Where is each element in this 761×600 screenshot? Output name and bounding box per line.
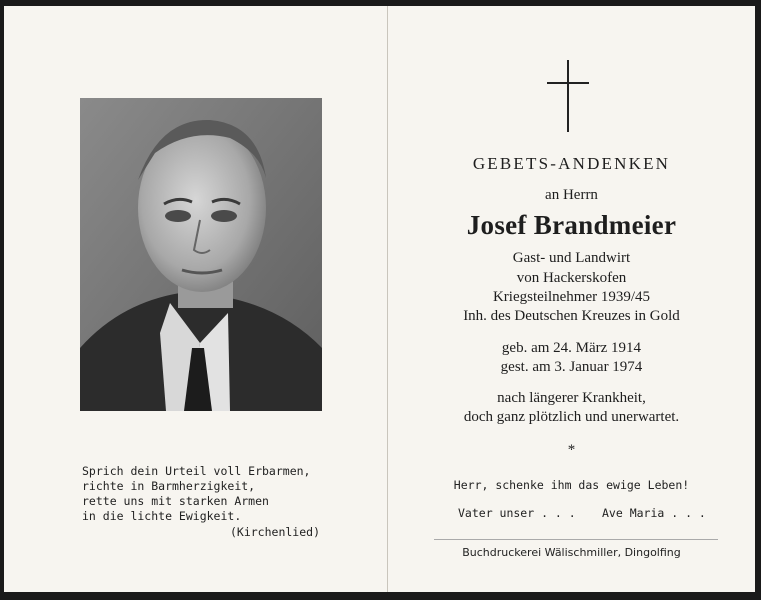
phrase-line: nach längerer Krankheit,	[497, 390, 646, 406]
poem-line: rette uns mit starken Armen	[82, 494, 269, 508]
divider	[434, 539, 718, 540]
info-line: Gast- und Landwirt	[512, 250, 631, 266]
portrait-photo	[80, 98, 322, 411]
right-panel	[388, 6, 755, 592]
info-line: von Hackerskofen	[516, 270, 627, 286]
card-heading: GEBETS-ANDENKEN	[472, 154, 671, 173]
birth-date: geb. am 24. März 1914	[501, 340, 642, 356]
printer-credit: Buchdruckerei Wälischmiller, Dingolfing	[462, 546, 681, 559]
vater-unser: Vater unser . . .	[458, 506, 576, 520]
death-date: gest. am 3. Januar 1974	[500, 359, 643, 375]
info-line: Inh. des Deutschen Kreuzes in Gold	[463, 308, 680, 324]
ave-maria: Ave Maria . . .	[602, 506, 706, 520]
memorial-card	[4, 6, 755, 592]
left-panel	[4, 6, 388, 592]
poem-line: richte in Barmherzigkeit,	[82, 479, 256, 493]
poem-source: (Kirchenlied)	[229, 525, 320, 539]
phrase-line: doch ganz plötzlich und unerwartet.	[463, 409, 680, 425]
cross-icon	[547, 60, 589, 132]
poem-line: in die lichte Ewigkeit.	[82, 509, 242, 523]
prayer-line: Herr, schenke ihm das ewige Leben!	[453, 478, 690, 492]
hymn-verse	[82, 464, 332, 540]
salutation: an Herrn	[545, 187, 598, 203]
info-line: Kriegsteilnehmer 1939/45	[492, 289, 651, 305]
star-ornament: *	[567, 442, 576, 458]
poem-line: Sprich dein Urteil voll Erbarmen,	[82, 464, 311, 478]
deceased-name: Josef Brandmeier	[466, 210, 677, 240]
